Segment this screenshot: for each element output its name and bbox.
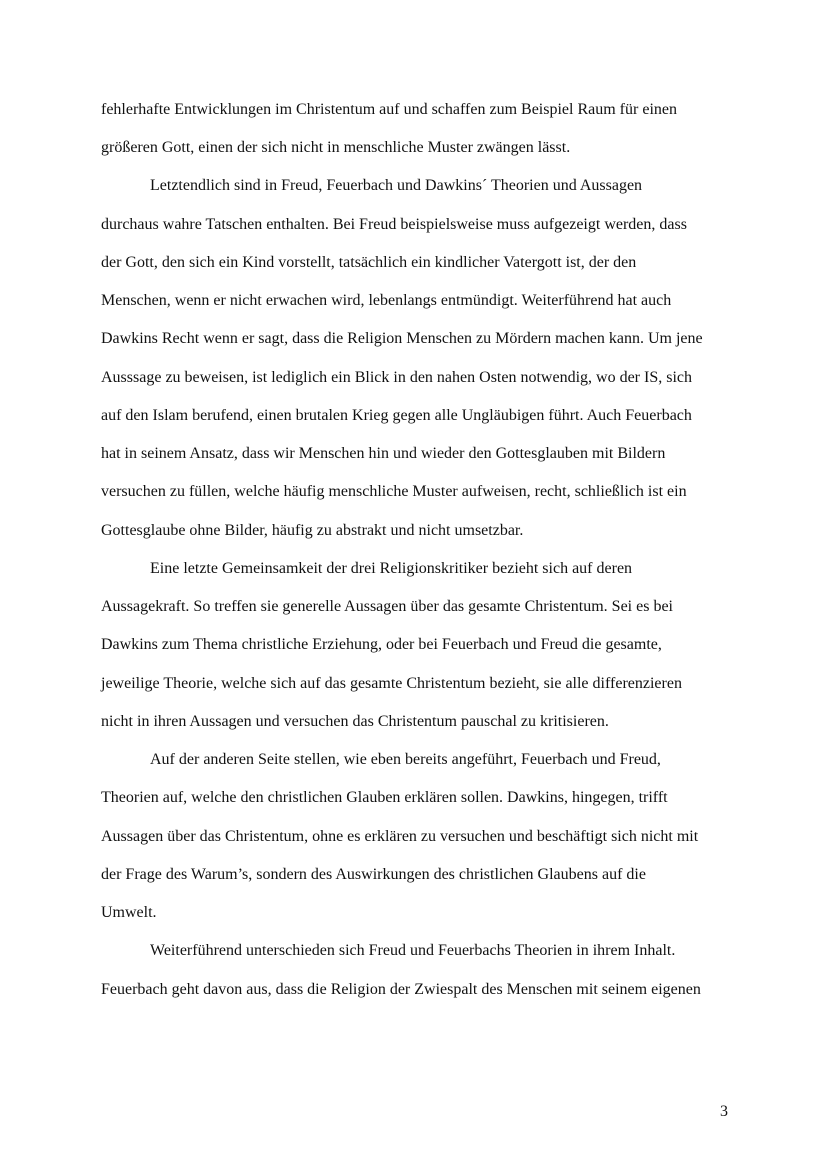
text-line: Menschen, wenn er nicht erwachen wird, lebenlangs entmündigt. Weiterführend hat auch [101,292,672,309]
text-line: der Frage des Warum’s, sondern des Auswirkungen des christlichen Glaubens auf die [101,866,646,883]
text-line: Ausssage zu beweisen, ist lediglich ein Blick in den nahen Osten notwendig, wo der IS, sich [101,369,692,386]
text-line: Dawkins Recht wenn er sagt, dass die Religion Menschen zu Mördern machen kann. Um jene [101,330,703,347]
paragraph-first-line: Auf der anderen Seite stellen, wie eben bereits angeführt, Feuerbach und Freud, [150,751,661,768]
text-line: Umwelt. [101,904,157,921]
text-line: größeren Gott, einen der sich nicht in menschliche Muster zwängen lässt. [101,139,571,156]
text-line: durchaus wahre Tatschen enthalten. Bei Freud beispielsweise muss aufgezeigt werden, dass [101,216,687,233]
text-line: Gottesglaube ohne Bilder, häufig zu abstrakt und nicht umsetzbar. [101,522,524,539]
paragraph-first-line: Letztendlich sind in Freud, Feuerbach und Dawkins´ Theorien und Aussagen [150,177,643,194]
text-line: fehlerhafte Entwicklungen im Christentum auf und schaffen zum Beispiel Raum für einen [101,101,677,118]
text-line: hat in seinem Ansatz, dass wir Menschen hin und wieder den Gottesglauben mit Bildern [101,445,666,462]
text-line: Theorien auf, welche den christlichen Glauben erklären sollen. Dawkins, hingegen, trifft [101,789,668,806]
text-line: Aussagekraft. So treffen sie generelle Aussagen über das gesamte Christentum. Sei es bei [101,598,673,615]
text-line: der Gott, den sich ein Kind vorstellt, tatsächlich ein kindlicher Vatergott ist, der den [101,254,637,271]
page-number: 3 [720,1103,728,1120]
text-line: nicht in ihren Aussagen und versuchen das Christentum pauschal zu kritisieren. [101,713,609,730]
text-line: versuchen zu füllen, welche häufig menschliche Muster aufweisen, recht, schließlich ist ein [101,483,687,500]
text-line: jeweilige Theorie, welche sich auf das gesamte Christentum bezieht, sie alle differenzieren [101,675,682,692]
paragraph-first-line: Weiterführend unterschieden sich Freud und Feuerbachs Theorien in ihrem Inhalt. [150,942,676,959]
paragraph-first-line: Eine letzte Gemeinsamkeit der drei Religionskritiker bezieht sich auf deren [150,560,633,577]
text-line: auf den Islam berufend, einen brutalen Krieg gegen alle Ungläubigen führt. Auch Feuerbach [101,407,692,424]
text-line: Aussagen über das Christentum, ohne es erklären zu versuchen und beschäftigt sich nicht mit [101,828,699,845]
text-line: Dawkins zum Thema christliche Erziehung, oder bei Feuerbach und Freud die gesamte, [101,636,662,653]
text-line: Feuerbach geht davon aus, dass die Religion der Zwiespalt des Menschen mit seinem eigenen [101,981,701,998]
